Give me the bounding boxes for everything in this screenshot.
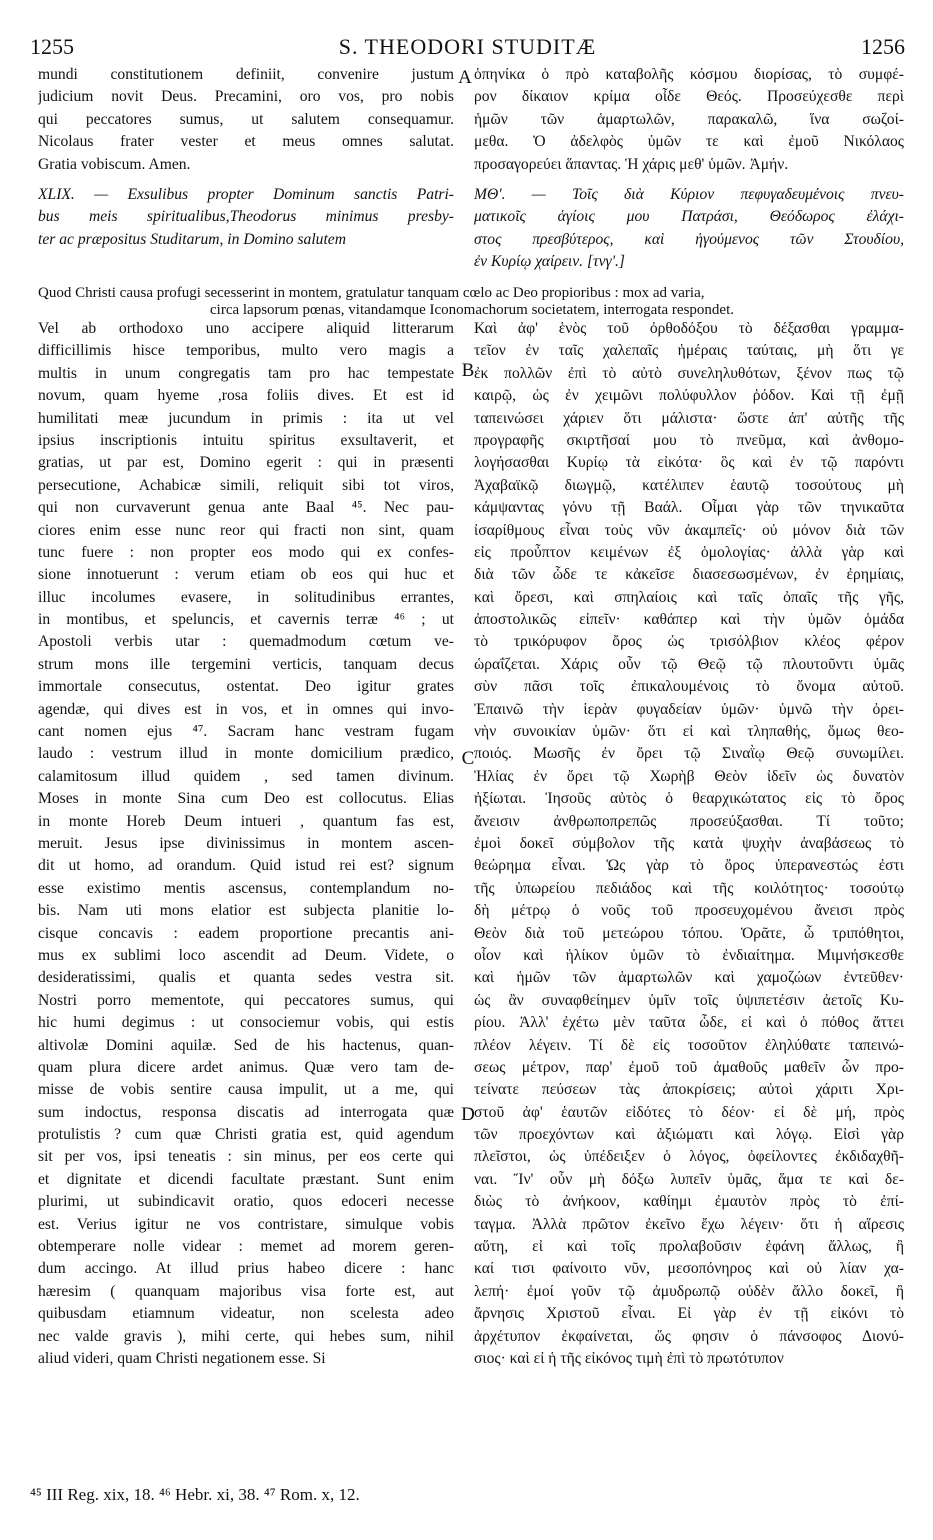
- text-line: διὰ τῶν ὧδε τε κἀκεῖσε διασεσωσμένων, ἐν ἐρημίαις,: [474, 566, 904, 584]
- latin-top-column: [38, 64, 454, 251]
- text-line: Καὶ ἀφ' ἑνὸς τοῦ ὀρθοδόξου τὸ δέξασθαι γραμμα-: [474, 320, 904, 337]
- text-line: strum mons ille tergemini verticis, tanquam decus: [38, 655, 454, 673]
- text-line: ρον δίκαιον κρίμα οἶδε Θεός. Προσεύχεσθε περὶ: [474, 88, 904, 106]
- text-line: καιρῷ, ὡς ἐν χειμῶνι πολύφυλλον ῥόδον. Καὶ τῇ ἐμῇ: [474, 387, 904, 405]
- text-line: hæresim ( quanquam majoribus visa forte est, aut: [38, 1282, 454, 1300]
- text-line: judicium novit Deus. Precamini, oro vos, pro nobis: [38, 88, 454, 106]
- text-line: ταπεινώσει χάριεν ὅτι μάλιστα· ὥστε ἀπ' αὐτῆς τῆς: [474, 409, 904, 427]
- text-line: Gratia vobiscum. Amen.: [38, 155, 191, 173]
- text-line: καί τισι φαίνοιτο νῦν, μεσοπόνηρος καὶ οὐ λίαν χα-: [474, 1260, 904, 1278]
- text-line: qui non curvaverunt genua ante Baal ⁴⁵. Nec pau-: [38, 499, 454, 517]
- text-line: in montibus, et speluncis, et cavernis terræ ⁴⁶ ; ut: [38, 611, 454, 629]
- text-line: bis. Nam uti mons elatior est subjecta planitie lo-: [38, 902, 454, 920]
- text-line: hic humi degimus : ut consociemur vobis, qui estis: [38, 1014, 454, 1032]
- text-line: Ἀχαβαϊκῷ διωγμῷ, κατέλιπεν ἑαυτῷ τοσούτους μὴ: [474, 476, 904, 494]
- text-line: τὸ τρικόρυφον ὄρος ὡς τρισόλβιον κλέος φέρον: [474, 633, 904, 651]
- text-line: θεώρημα εἶναι. Ὡς γὰρ τὸ ὄρος ὑπερανεστώς ἐστι: [474, 857, 904, 875]
- text-line: quibusdam etiamnum videatur, non scelesta adeo: [38, 1305, 454, 1323]
- summary-line: Quod Christi causa profugi secesserint in montem, gratulatur tanquam cœlo ac Deo propioribus : mox ad varia,: [38, 285, 705, 301]
- text-line: laudo : vestrum illud in monte domicilium prædico,: [38, 745, 454, 763]
- text-line: gratias, ut par est, Domino egerit : qui in præsenti: [38, 454, 454, 472]
- text-line: humilitati meæ jucundum in primis : ita ut vel: [38, 409, 454, 427]
- text-line: δὴ μέτρῳ ὁ νοῦς τοῦ προσευχομένου ἄνεισι πρὸς: [474, 902, 904, 920]
- page-number-left: 1255: [30, 34, 74, 59]
- text-line: novum, quam hyeme ,rosa foliis dives. Et est id: [38, 387, 454, 405]
- latin-main-column: [38, 318, 454, 1370]
- text-line: Ἐπαινῶ τὴν ἱερὰν φυγαδείαν ὑμῶν· ὑμνῶ τὴν ὀρει-: [474, 700, 904, 718]
- text-line: τῆς ὑπωρείου πεδιάδος καὶ τῆς κοιλότητος· τοσούτῳ: [474, 879, 904, 897]
- title-line: ΜΘ'. — Τοῖς διὰ Κύριον πεφυγαδευμένοις πνευ-: [474, 185, 904, 203]
- text-line: εἰς προὖπτον κειμένων ἐξ ὁμολογίας· ἀλλὰ γὰρ καὶ: [474, 543, 904, 561]
- text-line: dit ut homo, ad orandum. Quid istud rei est? signum: [38, 857, 454, 875]
- margin-letter-b: B: [461, 360, 475, 381]
- greek-top-column: [474, 64, 904, 274]
- text-line: ἄνεισιν ἀνθρωποπρεπῶς προσεύξασθαι. Τί τοῦτο;: [474, 812, 904, 830]
- text-line: ταγμα. Ἀλλὰ πρῶτον ἐκεῖνο ἔχω λέγειν· ὅτι ἡ αἵρεσις: [474, 1215, 904, 1233]
- text-line: nec valde gravis ), mihi certe, qui hebes sum, nihil: [38, 1327, 454, 1345]
- text-line: tunc fuere : non propter eos modo qui ex confes-: [38, 543, 454, 561]
- text-line: Apostoli verbis utar : quemadmodum cœtum ve-: [38, 633, 454, 651]
- text-line: dum accingo. At illud prius habeo dicere : hanc: [38, 1260, 454, 1278]
- text-line: Θεὸν διὰ τοῦ μετεώρου τόπου. Ὁρᾶτε, ὦ τριπόθητοι,: [474, 924, 904, 942]
- text-line: ciores enim esse nunc reor qui fracti non sint, quam: [38, 521, 454, 539]
- text-line: et dignitate et dicendi facultate præstant. Sunt enim: [38, 1170, 454, 1188]
- text-line: misse de vobis sentire causa impulit, ut a me, qui: [38, 1081, 454, 1099]
- text-line: ἐμοὶ δοκεῖ σύμβολον τῆς κατὰ ψυχὴν ἀναβάσεως τὸ: [474, 834, 904, 852]
- title-line: bus meis spiritualibus,Theodorus minimus presby-: [38, 208, 454, 226]
- text-line: est. Verius igitur ne vos contristare, simulque vobis: [38, 1215, 454, 1233]
- margin-letter-d: D: [461, 1104, 475, 1125]
- text-line: desideratissimi, qualis et quanta sedes vestra sit.: [38, 969, 454, 987]
- text-line: ὡραΐζεται. Χάρις οὖν τῷ Θεῷ τῷ πλουτοῦντι ὑμᾶς: [474, 655, 904, 673]
- text-line: calamitosum illud quidem , sed tamen divinum.: [38, 767, 454, 785]
- text-line: καὶ ὄρεσι, καὶ σπηλαίοις καὶ ταῖς ὀπαῖς τῆς γῆς,: [474, 588, 904, 606]
- text-line: διὼς τὸ ἀνήκοον, καθίημι ἐμαυτὸν πρὸς τὸ ἐπί-: [474, 1193, 904, 1211]
- margin-letter-c: C: [461, 748, 475, 769]
- text-line: αὕτη, εἰ καὶ τοῖς προλαβοῦσιν ἐφάνη ἄλλως, ἢ: [474, 1238, 904, 1256]
- text-line: cisque concavis : eadem proportione precantis ani-: [38, 924, 454, 942]
- text-line: agendæ, qui dives est in vos, et in omnes qui invo-: [38, 700, 454, 718]
- text-line: persecutione, Achabicæ simili, reliquit sibi tot viros,: [38, 476, 454, 494]
- text-line: plurimi, ut subindicavit oratio, quos edoceri necesse: [38, 1193, 454, 1211]
- latin-letter-title: [38, 184, 454, 251]
- text-line: protulistis ? cum quæ Christi gratia est, quid agendum: [38, 1126, 454, 1144]
- text-line: sum indoctus, responsa discatis ad interrogata quæ: [38, 1103, 454, 1121]
- text-line: προσαγορεύει ἅπαντας. Ἡ χάρις μεθ' ὑμῶν. Ἀμήν.: [474, 155, 789, 173]
- text-line: in monte Horeb Deum intueri , quantum fas est,: [38, 812, 454, 830]
- text-line: ἀρχέτυπον ἐκφαίνεται, ὥς φησιν ὁ πάνσοφος Διονύ-: [474, 1327, 904, 1345]
- greek-main-column: [474, 318, 904, 1370]
- text-line: κάμψαντας γόνυ τῇ Βαάλ. Οἶμαι γὰρ τῶν τηνικαῦτα: [474, 499, 904, 517]
- text-line: ipsius inscriptionis intuitu spiritus exsultaverit, et: [38, 431, 454, 449]
- greek-letter-title: [474, 184, 904, 274]
- running-title: S. THEODORI STUDITÆ: [338, 34, 597, 59]
- text-line: ἄρνησις Χριστοῦ εἶναι. Εἰ γὰρ ἐν τῇ εἰκόνι τὸ: [474, 1305, 904, 1323]
- title-line: ματικοῖς ἁγίοις μου Πατράσι, Θεόδωρος ἐλάχι-: [474, 208, 904, 226]
- footnotes: ⁴⁵ III Reg. xix, 18. ⁴⁶ Hebr. xi, 38. ⁴⁷ Rom. x, 12.: [30, 1485, 360, 1504]
- text-line: στοῦ ἀφ' ἑαυτῶν εἰδότες τὸ δέον· εἰ δὲ μή, πρὸς: [474, 1103, 904, 1121]
- letter-summary: [38, 285, 906, 319]
- title-line: στος πρεσβύτερος, καὶ ἡγούμενος τῶν Στουδίου,: [474, 230, 904, 248]
- text-line: multis in unum congregatis tam pro hac tempestate: [38, 364, 454, 382]
- text-line: νὴν συνοικίαν ὑμῶν· ὅτι εἰ καὶ τληπαθής, ὅμως θεο-: [474, 723, 904, 741]
- text-line: sit per vos, ipsi teneatis : sin minus, per eos certe qui: [38, 1148, 454, 1166]
- summary-line: circa lapsorum pœnas, vitandamque Iconomachorum societatem, interrogata respondet.: [210, 302, 734, 318]
- text-line: λογήσασθαι Κυρίῳ τὰ εἰκότα· ὃς καὶ ἐν τῷ παρόντι: [474, 454, 904, 472]
- text-line: difficillimis hisce temporibus, multo vero magis a: [38, 342, 454, 360]
- text-line: ναι. Ἵν' οὖν μὴ δόξω λυπεῖν ὑμᾶς, ἅμα τε καὶ δε-: [474, 1170, 904, 1188]
- text-line: esse existimo mentis ascensus, contemplandum no-: [38, 879, 454, 897]
- text-line: οἷον καὶ ἡλίκον ὑμῶν τὸ ἐνδιαίτημα. Μιμνήσκεσθε: [474, 946, 904, 964]
- text-line: ἠξίωται. Ἰησοῦς αὐτὸς ὁ θεαρχικώτατος εἰς τὸ ὄρος: [474, 790, 904, 808]
- text-line: καὶ ἡμῶν τῶν ἁμαρτωλῶν καὶ χαμοζώων ἐντεῦθεν·: [474, 969, 904, 987]
- text-line: sione innotuerunt : verum etiam ob eos qui huc et: [38, 566, 454, 584]
- text-line: obtemperare nolle videar : memet ad morem geren-: [38, 1238, 454, 1256]
- text-line: Moses in monte Sina cum Deo est collocutus. Elias: [38, 790, 454, 808]
- text-line: Nicolaus frater vester et meus omnes salutat.: [38, 133, 454, 151]
- text-line: ρίου. Ἀλλ' ἐχέτω μὲν ταῦτα ὧδε, εἰ καὶ ὁ πόθος ἄττει: [474, 1014, 904, 1032]
- text-line: altivolæ Domini aquilæ. Sed de his hactenus, quan-: [38, 1036, 454, 1054]
- title-line: ter ac præpositus Studitarum, in Domino salutem: [38, 230, 346, 248]
- text-line: τῶν προεχόντων καὶ ἀξιώματι καὶ λόγῳ. Εἰσὶ γὰρ: [474, 1126, 904, 1144]
- text-line: προγραφῆς σκιρτῆσαί μου τὸ πνεῦμα, καὶ ἀνθομο-: [474, 431, 904, 449]
- text-line: Ἠλίας ἐν ὄρει τῷ Χωρὴβ Θεὸν ἰδεῖν ὡς δυνατὸν: [474, 767, 904, 785]
- text-line: ὁπηνίκα ὁ πρὸ καταβολῆς κόσμου διορίσας, τὸ συμφέ-: [474, 66, 904, 83]
- text-line: τεῖον ἐν ταῖς χαλεπαῖς ἡμέραις ταύταις, μὴ ὅτι γε: [474, 342, 904, 360]
- text-line: meruit. Jesus ipse divinissimus in montem ascen-: [38, 834, 454, 852]
- text-line: quam plura dicere ardet animus. Quæ vero tam de-: [38, 1058, 454, 1076]
- margin-letter-a: A: [458, 67, 472, 88]
- text-line: πλεῖστοι, ὡς ὑπέδειξεν ὁ λόγος, ὀφείλοντες ἐκδιδαχθῆ-: [474, 1148, 904, 1166]
- text-line: ἀποστολικῶς εἰπεῖν· καθάπερ καὶ τὴν ὑμῶν ὁμάδα: [474, 611, 904, 629]
- text-line: Nostri porro mementote, qui peccatores sumus, qui: [38, 991, 454, 1009]
- text-line: τείνατε πεύσεων τὰς ἀποκρίσεις; αὐτοὶ χάριτι Χρι-: [474, 1081, 904, 1099]
- title-line: ἐν Κυρίῳ χαίρειν. [τνγ'.]: [474, 253, 625, 271]
- text-line: σιος· καὶ εἰ ἡ τῆς εἰκόνος τιμὴ ἐπὶ τὸ πρωτότυπον: [474, 1349, 784, 1367]
- text-line: qui peccatores sumus, ut salutem consequamur.: [38, 110, 454, 128]
- text-line: λεπή· ἐμοί γοῦν τῷ ἀμυδρωπῷ οὐδὲν ἄλλο δοκεῖ, ἢ: [474, 1282, 904, 1300]
- text-line: πλέον λέγειν. Τί δὲ εἰς τοσοῦτον ἐληλύθατε ταπεινώ-: [474, 1036, 904, 1054]
- text-line: ἡμῶν τῶν ἁμαρτωλῶν, παρακαλῶ, ἵνα σωζοί-: [474, 110, 904, 128]
- text-line: ἰσαρίθμους εἶναι τοὺς νῦν ἀκαμπεῖς· οὐ μόνον διὰ τῶν: [474, 521, 904, 539]
- text-line: illuc incolumes evasere, in solitudinibus errantes,: [38, 588, 454, 606]
- text-line: cant nomen ejus ⁴⁷. Sacram hanc vestram fugam: [38, 723, 454, 741]
- text-line: ἐκ πολλῶν ἐπὶ τὸ αὐτὸ συνεληλυθότων, ξένον πως τῷ: [474, 364, 904, 382]
- text-line: mundi constitutionem definiit, convenire justum: [38, 66, 454, 83]
- text-line: immortale consecutus, ostentat. Deo igitur grates: [38, 678, 454, 696]
- text-line: mus ex sublimi loco ascendit ad Deum. Videte, o: [38, 946, 454, 964]
- text-line: aliud videri, quam Christi negationem esse. Si: [38, 1349, 326, 1367]
- text-line: σὺν πᾶσι τοῖς ἐπικαλουμένοις τὸ ὄνομα αὐτοῦ.: [474, 678, 904, 696]
- text-line: Vel ab orthodoxo uno accipere aliquid litterarum: [38, 320, 454, 337]
- text-line: ποιός. Μωσῆς ἐν ὄρει τῷ Σιναῒῳ Θεῷ συνωμίλει.: [474, 745, 904, 763]
- text-line: μεθα. Ὁ ἀδελφὸς ὑμῶν τε καὶ ἐμοῦ Νικόλαος: [474, 133, 904, 151]
- text-line: ὡς ἂν συναφθείημεν ὑμῖν τοῖς ὑψιπετέσιν ἀετοῖς Κυ-: [474, 991, 904, 1009]
- text-line: σεως μέτρον, παρ' ἐμοῦ τοῦ ἀμαθοῦς μαθεῖν ὧν προ-: [474, 1058, 904, 1076]
- page-header: [30, 34, 905, 62]
- title-line: XLIX. — Exsulibus propter Dominum sanctis Patri-: [38, 185, 454, 203]
- page-number-right: 1256: [861, 34, 905, 59]
